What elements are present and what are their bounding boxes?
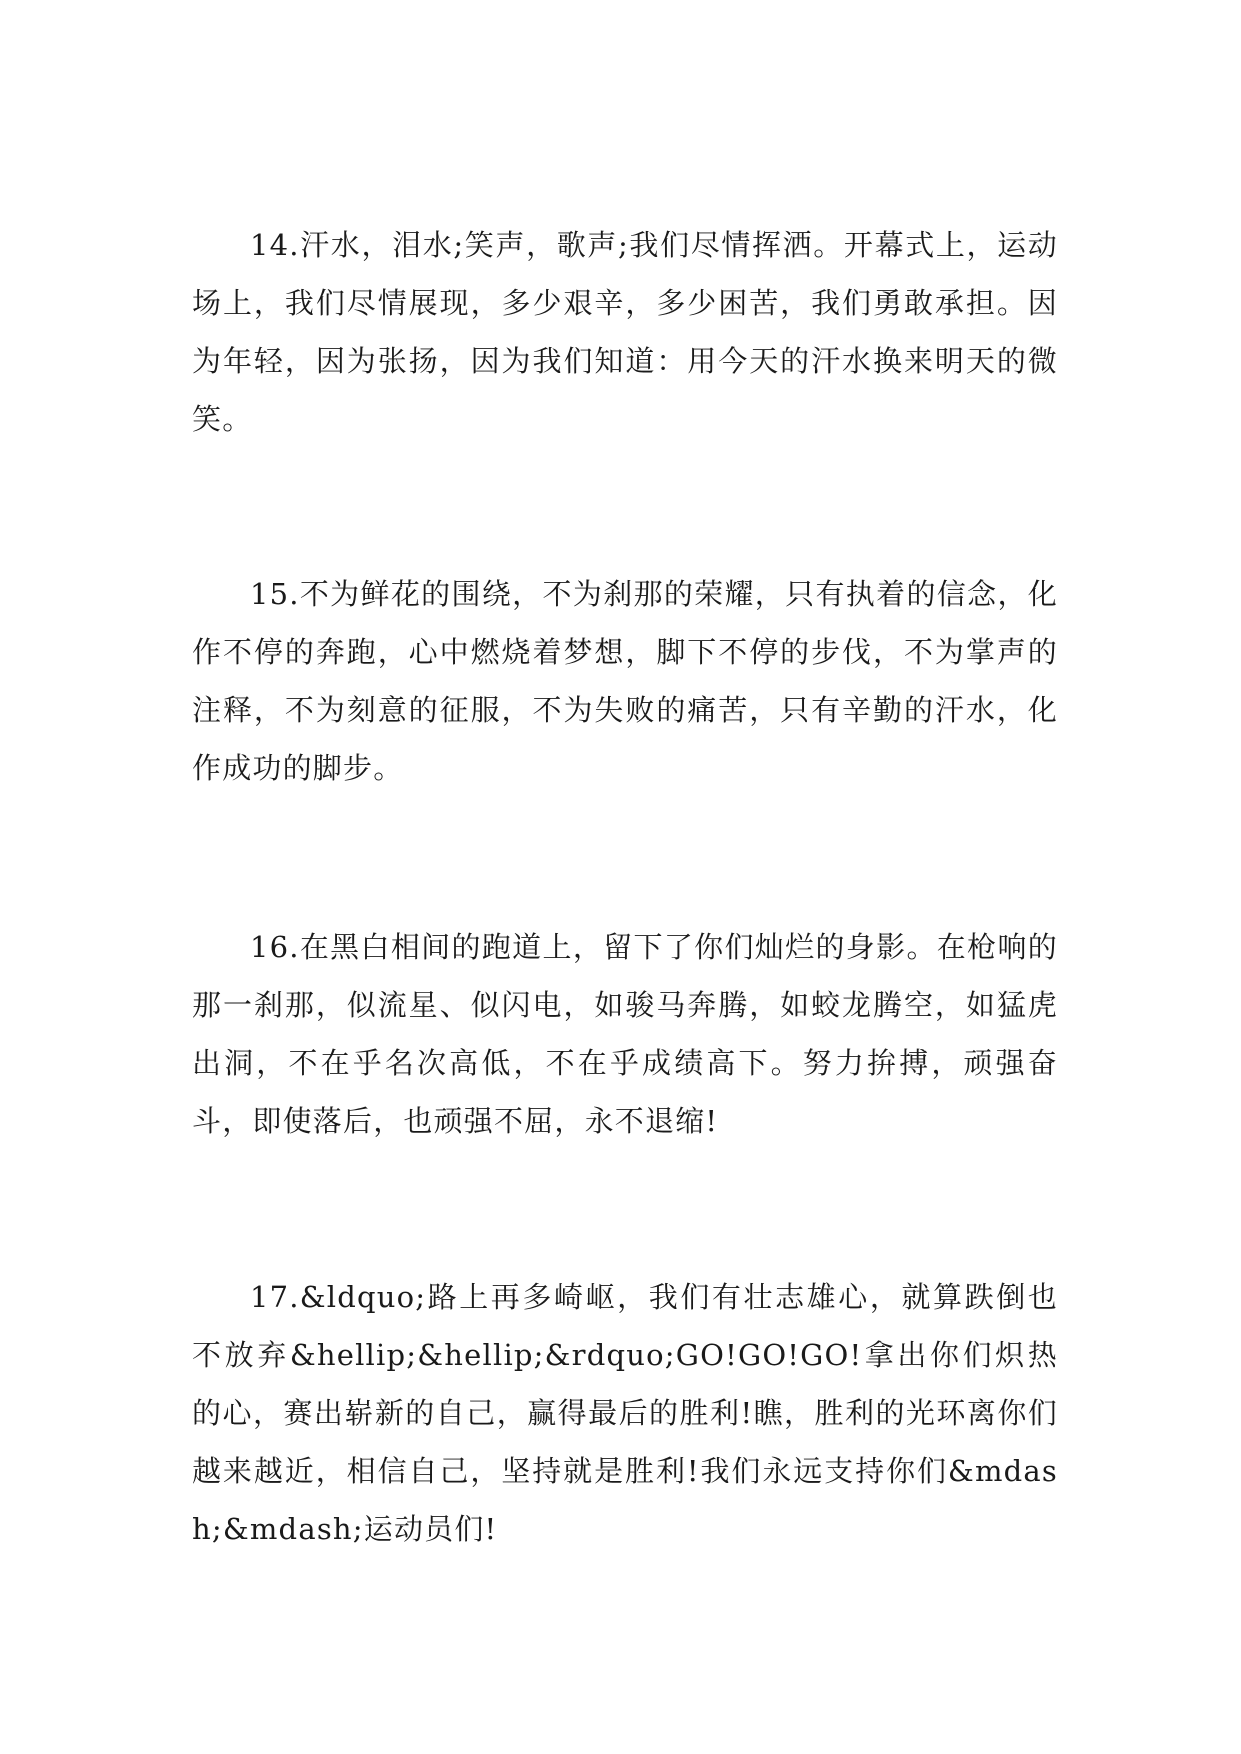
paragraph-14: 14.汗水，泪水;笑声，歌声;我们尽情挥洒。开幕式上，运动场上，我们尽情展现，多少艰辛，多少困苦，我们勇敢承担。因为年轻，因为张扬，因为我们知道：用今天的汗水换来明天的微笑。 [192, 228, 1058, 436]
paragraph-17: 17.&ldquo;路上再多崎岖，我们有壮志雄心，就算跌倒也不放弃&hellip;&hellip;&rdquo;GO!GO!GO!拿出你们炽热的心，赛出崭新的自己，赢得最后的胜利!瞧，胜利的光环离你们越来越近，相信自己，坚持就是胜利!我们永远支持你们&mdash;&mdash;运动员们! [192, 1280, 1058, 1546]
paragraph-15: 15.不为鲜花的围绕，不为刹那的荣耀，只有执着的信念，化作不停的奔跑，心中燃烧着梦想，脚下不停的步伐，不为掌声的注释，不为刻意的征服，不为失败的痛苦，只有辛勤的汗水，化作成功的脚步。 [192, 577, 1058, 785]
paragraph-16: 16.在黑白相间的跑道上，留下了你们灿烂的身影。在枪响的那一刹那，似流星、似闪电，如骏马奔腾，如蛟龙腾空，如猛虎出洞，不在乎名次高低，不在乎成绩高下。努力拚搏，顽强奋斗，即使落后，也顽强不屈，永不退缩! [192, 930, 1058, 1138]
